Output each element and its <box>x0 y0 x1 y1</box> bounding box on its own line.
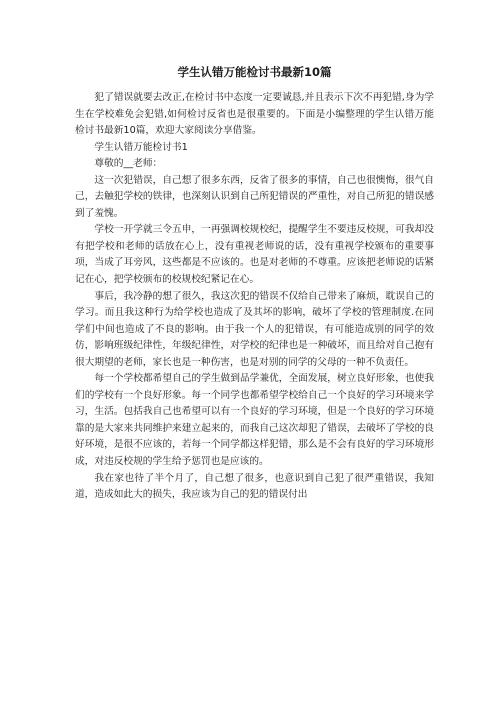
section-heading: 学生认错万能检讨书1 <box>94 141 188 153</box>
intro-paragraph: 犯了错误就要去改正,在检讨书中态度一定要诚恳,并且表示下次不再犯错,身为学生在学校难免会犯错,如何检讨反省也是很重要的。下面是小编整理的学生认错万能检讨书最新10篇，欢迎大家阅读分享借鉴。 <box>75 92 434 137</box>
body-paragraph: 每一个学校都希望自己的学生做到品学兼优，全面发展，树立良好形象，也使我们的学校有一个良好形象。每一个同学也都希望学校给自己一个良好的学习环境来学习，生活。包括我自己也希望可以有一个良好的学习环境，但是一个良好的学习环境靠的是大家来共同维护来建立起来的，而我自己这次却犯了错误，去破坏了学校的良好环境，是很不应该的，若每一个同学都这样犯错，那么是不会有良好的学习环境形成，对违反校规的学生给予惩罚也是应该的。 <box>75 373 434 468</box>
body-paragraph: 我在家也待了半个月了，自己想了很多，也意识到自己犯了很严重错误，我知道，造成如此大的损失，我应该为自己的犯的错误付出 <box>75 472 434 501</box>
body-paragraph: 这一次犯错误，自己想了很多东西，反省了很多的事情，自己也很懊悔，很气自己，去触犯学校的铁律，也深刻认识到自己所犯错误的严重性，对自己所犯的错误感到了羞愧。 <box>75 174 434 219</box>
document-title: 学生认错万能检讨书最新10篇 <box>177 65 332 79</box>
body-paragraph: 学校一开学就三令五申，一再强调校规校纪，提醒学生不要违反校规，可我却没有把学校和老师的话放在心上，没有重视老师说的话，没有重视学校颁布的重要事项，当成了耳旁风，这些都是不应该的。也是对老师的不尊重。应该把老师说的话紧记在心，把学校颁布的校规校纪紧记在心。 <box>75 224 434 286</box>
salutation: 尊敬的__老师： <box>94 158 163 170</box>
body-paragraph: 事后，我冷静的想了很久，我这次犯的错误不仅给自己带来了麻烦，耽误自己的学习。而且我这种行为给学校也造成了及其坏的影响，破坏了学校的管理制度.在同学们中间也造成了不良的影响。由于我一个人的犯错误，有可能造成别的同学的效仿，影响班级纪律性，年级纪律性，对学校的纪律也是一种破坏，而且给对自己抱有很大期望的老师，家长也是一种伤害，也是对别的同学的父母的一种不负责任。 <box>75 290 434 368</box>
